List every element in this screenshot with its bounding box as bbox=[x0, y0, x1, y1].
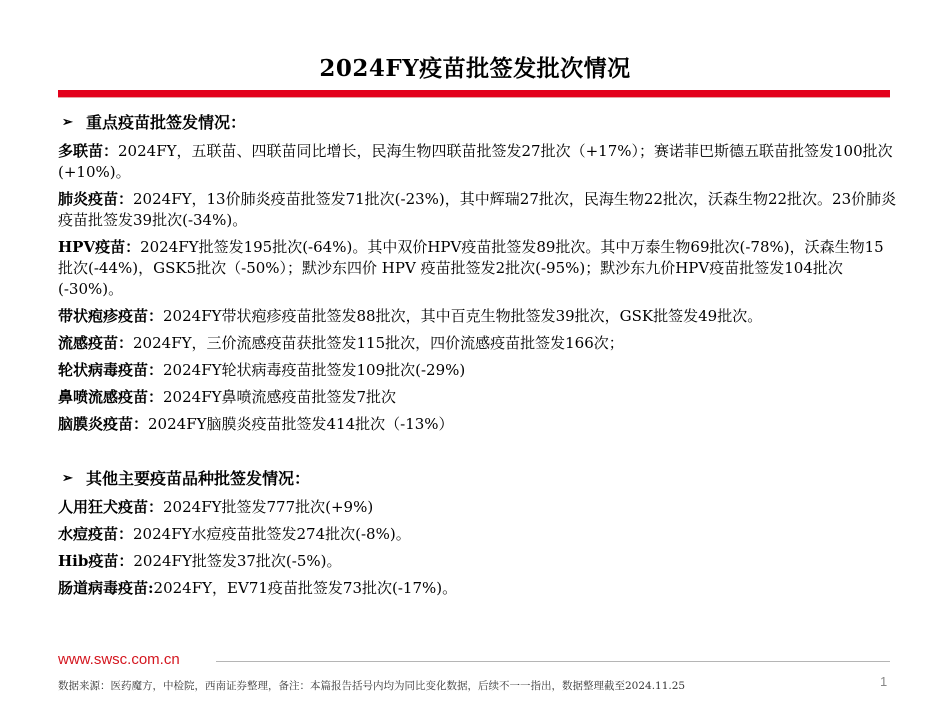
section-heading-text: 重点疫苗批签发情况： bbox=[86, 113, 247, 132]
item-label: Hib疫苗： bbox=[58, 552, 134, 570]
item-label: 轮状病毒疫苗： bbox=[58, 361, 164, 379]
list-item bbox=[58, 189, 898, 231]
item-text: 2024FY水痘疫苗批签发274批次(-8%)。 bbox=[133, 525, 411, 543]
item-label: 脑膜炎疫苗： bbox=[58, 415, 149, 433]
list-item bbox=[58, 360, 898, 381]
item-text: 2024FY批签发37批次(-5%)。 bbox=[133, 552, 342, 570]
item-label: 多联苗： bbox=[58, 142, 119, 160]
item-text: 2024FY，三价流感疫苗获批签发115批次，四价流感疫苗批签发166次； bbox=[133, 334, 624, 352]
section-heading-key-vaccines bbox=[58, 111, 898, 135]
list-item bbox=[58, 237, 898, 300]
bullet-arrow-icon: ➢ bbox=[62, 115, 73, 130]
list-item bbox=[58, 578, 898, 599]
item-text: 2024FY鼻喷流感疫苗批签发7批次 bbox=[163, 388, 397, 406]
footer-divider bbox=[216, 661, 890, 662]
list-item bbox=[58, 524, 898, 545]
item-text: 2024FY，五联苗、四联苗同比增长，民海生物四联苗批签发27批次（+17%）；赛诺菲巴斯德五联苗批签发100批次(+10%)。 bbox=[58, 142, 893, 181]
main-content bbox=[58, 111, 898, 605]
item-label: HPV疫苗： bbox=[58, 238, 141, 256]
item-text: 2024FY批签发195批次(-64%)。其中双价HPV疫苗批签发89批次。其中万泰生物69批次(-78%)，沃森生物15批次(-44%)，GSK5批次（-50%）；默沙东四价 HPV 疫苗批签发2批次(-95%)；默沙东九价HPV疫苗批签发104批次(-30%)。 bbox=[58, 238, 884, 298]
footer-source-note: 数据来源：医药魔方，中检院，西南证券整理，备注：本篇报告括号内均为同比变化数据，后续不一一指出，数据整理截至2024.11.25 bbox=[58, 680, 686, 692]
footer-website-link[interactable]: www.swsc.com.cn bbox=[58, 651, 180, 668]
item-text: 2024FY带状疱疹疫苗批签发88批次，其中百克生物批签发39批次，GSK批签发49批次。 bbox=[163, 307, 763, 325]
list-item bbox=[58, 551, 898, 572]
item-label: 鼻喷流感疫苗： bbox=[58, 388, 164, 406]
item-text: 2024FY，EV71疫苗批签发73批次(-17%)。 bbox=[153, 579, 458, 597]
section-heading-text: 其他主要疫苗品种批签发情况： bbox=[86, 469, 311, 488]
section-heading-other-vaccines bbox=[58, 467, 898, 491]
list-item bbox=[58, 497, 898, 518]
item-label: 带状疱疹疫苗： bbox=[58, 307, 164, 325]
title-divider bbox=[58, 90, 890, 97]
section-spacer bbox=[58, 441, 898, 467]
item-label: 肠道病毒疫苗: bbox=[58, 579, 154, 597]
list-item bbox=[58, 387, 898, 408]
item-label: 流感疫苗： bbox=[58, 334, 134, 352]
item-text: 2024FY，13价肺炎疫苗批签发71批次(-23%)，其中辉瑞27批次，民海生物22批次，沃森生物22批次。23价肺炎疫苗批签发39批次(-34%)。 bbox=[58, 190, 897, 229]
page-number: 1 bbox=[880, 674, 888, 689]
list-item bbox=[58, 306, 898, 327]
item-text: 2024FY批签发777批次(+9%) bbox=[163, 498, 374, 516]
item-label: 肺炎疫苗： bbox=[58, 190, 134, 208]
item-text: 2024FY脑膜炎疫苗批签发414批次（-13%） bbox=[148, 415, 454, 433]
list-item bbox=[58, 333, 898, 354]
bullet-arrow-icon: ➢ bbox=[62, 471, 73, 486]
list-item bbox=[58, 141, 898, 183]
item-label: 人用狂犬疫苗： bbox=[58, 498, 164, 516]
page-title: 2024FY疫苗批签发批次情况 bbox=[319, 55, 631, 82]
item-label: 水痘疫苗： bbox=[58, 525, 134, 543]
list-item bbox=[58, 414, 898, 435]
item-text: 2024FY轮状病毒疫苗批签发109批次(-29%) bbox=[163, 361, 466, 379]
